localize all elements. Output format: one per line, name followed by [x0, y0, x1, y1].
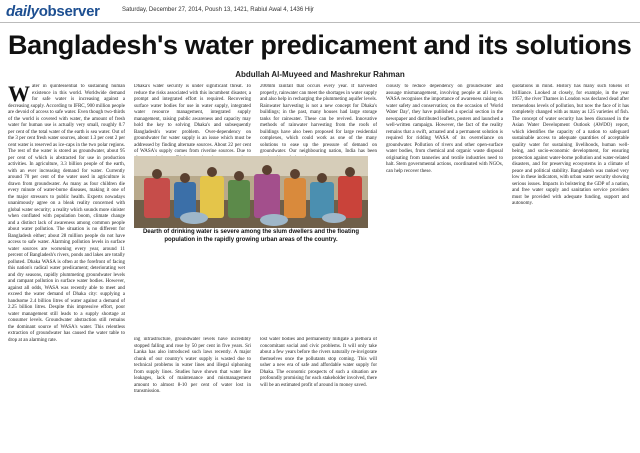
dropcap: W — [8, 84, 30, 106]
article-column-1 — [8, 84, 125, 452]
photo-illustration — [134, 156, 368, 228]
logo-daily-text: daily — [6, 3, 39, 20]
article-column-2-lower: ing infrastructure, groundwater levels have incredibly stopped falling and rose by 50 per cent in five years. Sri Lanka has also introduced such laws recently. A major chunk of our country's water supply is wasted due to technical problems in water lines and illegal siphoning from supply lines. Studies have shown that water line leakages, lack of maintenance and mismanagement amount to almost 8-10 per cent of water lost in transmission. — [134, 337, 251, 394]
article-photo — [134, 156, 368, 228]
article-column-3: 200mm rainfall that occurs every year. If harvested properly, rainwater can meet the shortages in water supply and also help in recharging the plummeting aquifer levels. Rainwater harvesting is not a new concept for Dhaka's buildings; in the past, many houses had large storage tanks for rainwater. These can be revived. Innovative methods of rainwater harvesting from the roofs of buildings have also been proposed for large residential complexes, which could work as one of the many solutions to ease up the pressure of demand on groundwater. Our neighbouring nation, India has been — [260, 84, 377, 154]
article-body — [8, 84, 634, 452]
column-1-text: ater in quintessential to sustaining human existence in this world. Worldwide demand for safe water is increasing against a decreasing supply. According to IFRC, 900 million people are devoid of access to safe water. Even though two-thirds of the world is covered with water, the amount of fresh water for human use is actually very small, roughly 0.7 per cent of the total water of the earth is sea water. Out of the 3 per cent fresh water sources, about 1.3 per cent 2 per cent water is reserved as ice-caps in the two polar regions. The rest of the water is stored as groundwater, about 95 per cent of which is abstracted for use in production activities. In agriculture, 3.3 billion people of the earth, with an ever increasing demand for water. Currently around 70 per cent of the water used in agriculture is drawn from groundwater. As many as four children die every minute of water-borne diseases, making it one of the major stressors to public health. Experts nowadays unanimously agree on a bleak reality concerned with global water security; a reality which sounds more sinister when conflated with population boom, climate change and a distinct lack of awareness among common people about water pollution. The situation is no different for Bangladesh either; about 28 million people do not have access to safe water. Alarming pollution levels in surface water sources are worsening every year, around 11 percent of Bangladesh's rivers, ponds and lakes are totally polluted. Dhaka WASA is often at the forefront of facing this nation's radical water predicament; deteriorating wet and dry seasons, rapidly plummeting groundwater levels and rampant pollution in surface water bodies. However, against all odds, WASA was recently able to meet and exceed the water demand of Dhaka city: supplying a handsome 2.4 billion litres of water against a demand of 2.25 billion litres. Despite this impressive effort, poor water management still leads to a supply shortage at consumer levels. Groundwater abstraction still remains the dominant source of WASA's water. This relentless extraction of groundwater has caused the water table to drop at an alarming rate. — [8, 84, 125, 343]
article-headline: Bangladesh's water predicament and its solutions — [8, 30, 632, 60]
article-column-2: Dhaka's water security is under significant threat. To reduce the risks associated with this incumbent disaster, a prompt and integrated effort is required. Recovering surface water bodies for use in water supply, integrated water resource management, integrated supply management, raising public awareness and capacity may hold the key to solving Dhaka's and subsequently Bangladesh's water problem. Over-dependency on groundwater for water supply is an issue which must be addressed by finding alternate sources. About 22 per cent of WASA's supply comes from riverine sources. Due to — [134, 84, 251, 154]
article-column-3-lower: lost water bodies and permanently mitigate a plethora of concomitant social and civic problems. It will only take about a few years before the rivers naturally re-invigorate themselves once the pollutants stop coming. This will usher a new era of safe and affordable water supply for Dhaka. The economic prospects of such a situation are profoundly promising for each stakeholder involved, there will be an estimated profit of around in money saved. — [260, 337, 377, 388]
logo-observer-text: observer — [38, 3, 100, 20]
article-column-5: quotations in mind. History has many such tokens of brilliance. Looked at closely, for example, in the year 1957, the river Thames in London was declared dead after tremendous levels of pollution, but now the face of it has completely changed with as many as 125 varieties of fish. The concept of water security has been discussed in the Asian Water Development Outlook (AWDO) report, which identifies the capacity of a nation to safeguard sustainable access to adequate quantities of acceptable quality water for sustaining livelihoods, human well-being, and socio-economic development, for ensuring protection against water-borne pollution and water-related disasters, and for preserving ecosystems in a climate of peace and political stability. Bangladesh was ranked very low in these indicators, with urban water security showing serious issues. Impacts in bolstering the GDP of a nation, and free water supply and sanitation service providers must be provided with adequate funding, support and autonomy. — [512, 84, 629, 206]
masthead — [0, 0, 640, 23]
newspaper-logo[interactable] — [6, 3, 100, 20]
photo-caption: Dearth of drinking water is severe among the slum dwellers and the floating population in the rapidly growing urban areas of the country. — [142, 229, 360, 243]
article-byline: Abdullah Al-Muyeed and Mashrekur Rahman — [235, 70, 405, 79]
dateline: Saturday, December 27, 2014, Poush 13, 1421, Rabiul Awal 4, 1436 Hijr — [122, 7, 314, 13]
article-column-4: ciously to reduce dependency on groundwater and assuage mismanagement, involving people at all levels. WASA recognises the importance of awareness raising on water safety and conservation; on the occasion of 'World Water Day', they have published a special section in the newspaper and distributed leaflets, posters and launched a well-written campaign. However, the fact of the reality remains that a swift, actuated and a permanent solution is required for ridding WASA of its overreliance on groundwater. Pollution of rivers and other open-surface water bodies, from chemical and organic waste disposal originating from tanneries and textile industries need to halt. Stern governmental actions, coordinated with NGOs, can help recover these. — [386, 84, 503, 174]
